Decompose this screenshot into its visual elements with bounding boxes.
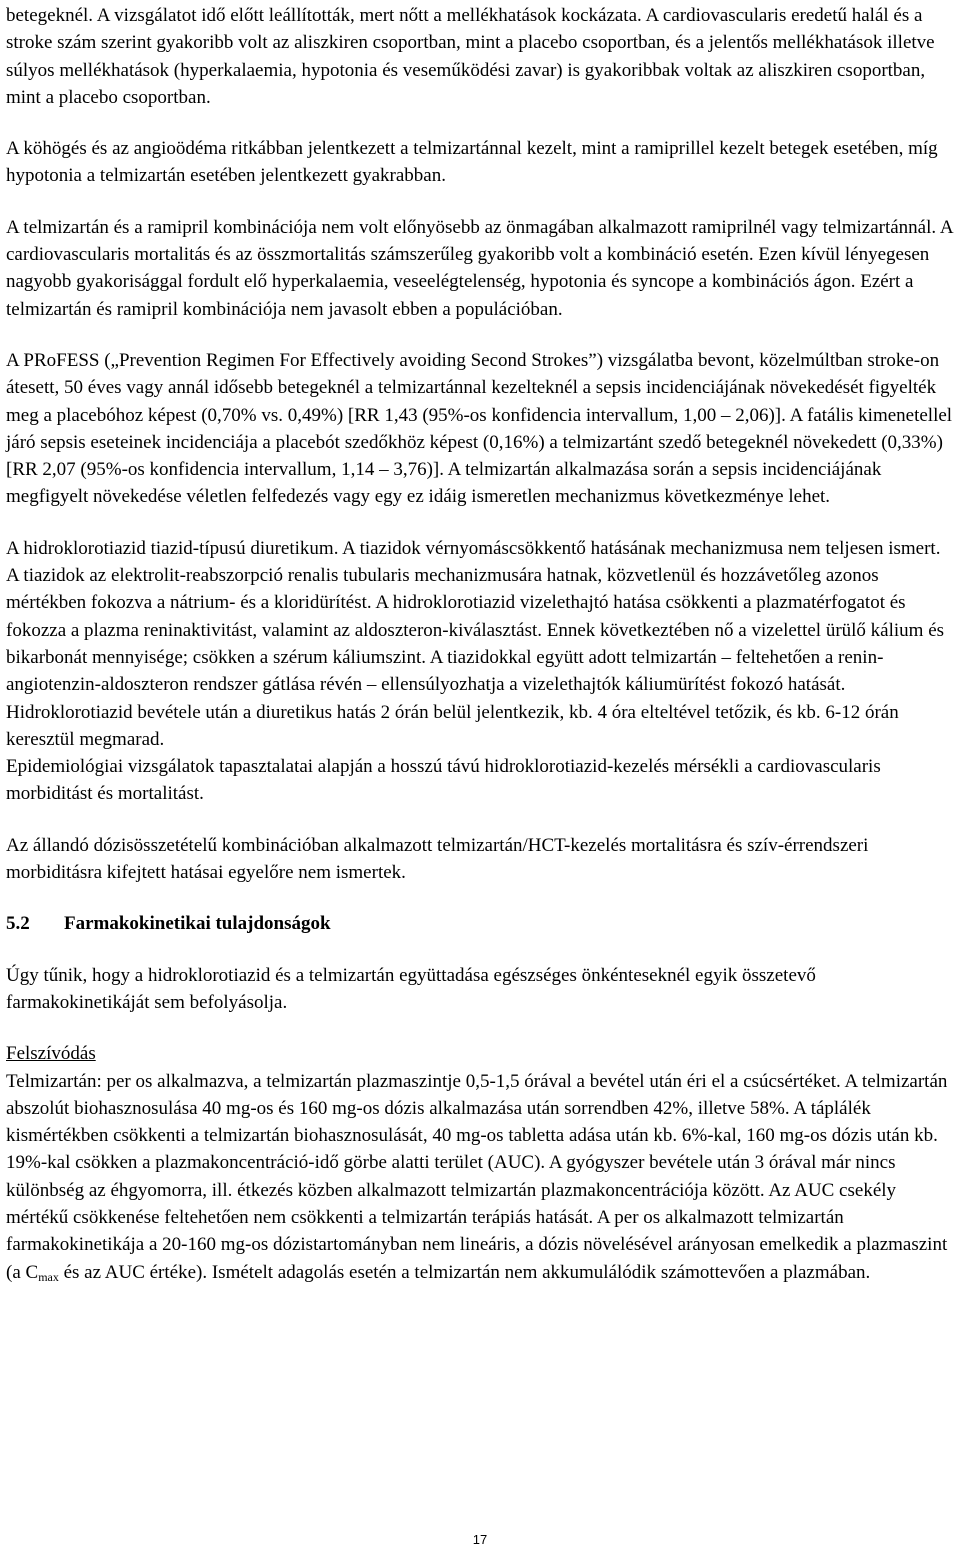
page-number: 17 — [472, 1532, 488, 1547]
cmax-subscript: max — [38, 1269, 59, 1284]
paragraph-gap — [6, 938, 956, 962]
paragraph-gap — [6, 190, 956, 214]
paragraph-gap — [6, 808, 956, 832]
paragraph-combination: A telmizartán és a ramipril kombinációja nem volt előnyösebb az önmagában alkalmazott ramiprilnél vagy telmizartánnál. A cardiovascularis mortalitás és az összmortalitás számszerűleg gyakoribb volt a kombináció esetén. Ezen kívül lényegesen nagyobb gyakorisággal fordult elő hyperkalaemia, veseelégtelenség, hypotonia és syncope a kombinációs ágon. Ezért a telmizartán és ramipril kombinációja nem javasolt ebben a populációban. — [6, 216, 953, 320]
paragraph-gap — [6, 886, 956, 910]
paragraph-gap — [6, 511, 956, 535]
section-number: 5.2 — [6, 913, 30, 935]
paragraph-gap — [6, 1016, 956, 1040]
absorption-text-before: Telmizartán: per os alkalmazva, a telmizartán plazmaszintje 0,5-1,5 órával a bevétel után éri el a csúcsértéket. A telmizartán abszolút biohasznosulása 40 mg-os és 160 mg-os dózis alkalmazása után sorrendben 42%, illetve 58%. A táplálék kismértékben csökkenti a telmizartán biohasznosulását, 40 mg-os tabletta adása után kb. 6%-kal, 160 mg-os dózis után kb. 19%-kal csökken a plazmakoncentráció-idő görbe alatti terület (AUC). A gyógyszer bevétele után 3 órával már nincs különbség az éhgyomorra, ill. étkezés közben alkalmazott telmizartán plazmakoncentrációja között. Az AUC csekély mértékű csökkenése feltehetően nem csökkenti a telmizartán terápiás hatását. A per os alkalmazott telmizartán farmakokinetikája a 20-160 mg-os dózistartományban nem lineáris, a dózis növelésével arányosan emelkedik a plazmaszint (a C — [6, 1070, 948, 1283]
paragraph-gap — [6, 111, 956, 135]
paragraph-interaction: Úgy tűnik, hogy a hidroklorotiazid és a telmizartán együttadása egészséges önkénteseknél egyik összetevő farmakokinetikáját sem befolyásolja. — [6, 964, 816, 1013]
document-page — [6, 2, 956, 1286]
paragraph-fixed-dose: Az állandó dózisösszetételű kombinációban alkalmazott telmizartán/HCT-kezelés mortalitásra és szív-érrendszeri morbiditásra kifejtett hatásai egyelőre nem ismertek. — [6, 834, 869, 884]
subheading-absorption: Felszívódás — [6, 1043, 96, 1065]
paragraph-aliskiren: betegeknél. A vizsgálatot idő előtt leállították, mert nőtt a mellékhatások kockázata. A cardiovascularis eredetű halál és a stroke szám szerint gyakoribb volt az aliszkiren csoportban, mint a placebo csoportban, és a jelentős mellékhatások illetve súlyos mellékhatások (hyperkalaemia, hypotonia és veseműködési zavar) is gyakoribbak voltak az aliszkiren csoportban, mint a placebo csoportban. — [6, 5, 935, 108]
absorption-text-after: és az AUC értéke). Ismételt adagolás esetén a telmizartán nem akkumulálódik számottevően a plazmában. — [58, 1261, 871, 1283]
section-heading — [6, 910, 956, 937]
paragraph-profess: A PRoFESS („Prevention Regimen For Effectively avoiding Second Strokes”) vizsgálatba bevont, közelmúltban stroke-on átesett, 50 éves vagy annál idősebb betegeknél a telmizartánnal kezelteknél a sepsis incidenciájának növekedését figyelték meg a placebóhoz képest (0,70% vs. 0,49%) [RR 1,43 (95%-os konfidencia intervallum, 1,00 – 2,06)]. A fatális kimenetellel járó sepsis eseteinek incidenciája a placebót szedőkhöz képest (0,16%) a telmizartánt szedő betegeknél növekedett (0,33%) [RR 2,07 (95%-os konfidencia intervallum, 1,14 – 3,76)]. A telmizartán alkalmazása során a sepsis incidenciájának megfigyelt növekedése véletlen felfedezés vagy egy ez idáig ismeretlen mechanizmus következménye lehet. — [6, 349, 953, 508]
paragraph-cough-angioedema: A köhögés és az angioödéma ritkábban jelentkezett a telmizartánnal kezelt, mint a ramiprillel kezelt betegek esetében, míg hypotonia a telmizartán esetében jelentkezett gyakrabban. — [6, 138, 938, 187]
paragraph-hydrochlorothiazide: A hidroklorotiazid tiazid-típusú diuretikum. A tiazidok vérnyomáscsökkentő hatásának mechanizmusa nem teljesen ismert. A tiazidok az elektrolit-reabszorpció renalis tubularis mechanizmusára hatnak, közvetlenül és hozzávetőleg azonos mértékben fokozva a nátrium- és a kloridürítést. A hidroklorotiazid vizelethajtó hatása csökkenti a plazmatérfogatot és fokozza a plazma reninaktivitást, valamint az aldoszteron-kiválasztást. Ennek következtében nő a vizelettel ürülő kálium és bikarbonát mennyisége; csökken a szérum káliumszint. A tiazidokkal együtt adott telmizartán – feltehetően a renin-angiotenzin-aldoszteron rendszer gátlása révén – ellensúlyozhatja a vizelethajtók káliumürítést fokozó hatását. Hidroklorotiazid bevétele után a diuretikus hatás 2 órán belül jelentkezik, kb. 4 óra elteltével tetőzik, és kb. 6-12 órán keresztül megmarad. — [6, 537, 945, 750]
paragraph-gap — [6, 323, 956, 347]
section-title: Farmakokinetikai tulajdonságok — [64, 913, 331, 935]
paragraph-telmisartan-absorption — [6, 1068, 956, 1286]
paragraph-epidemiology: Epidemiológiai vizsgálatok tapasztalatai alapján a hosszú távú hidroklorotiazid-kezelés mérsékli a cardiovascularis morbiditást és mortalitást. — [6, 756, 881, 805]
